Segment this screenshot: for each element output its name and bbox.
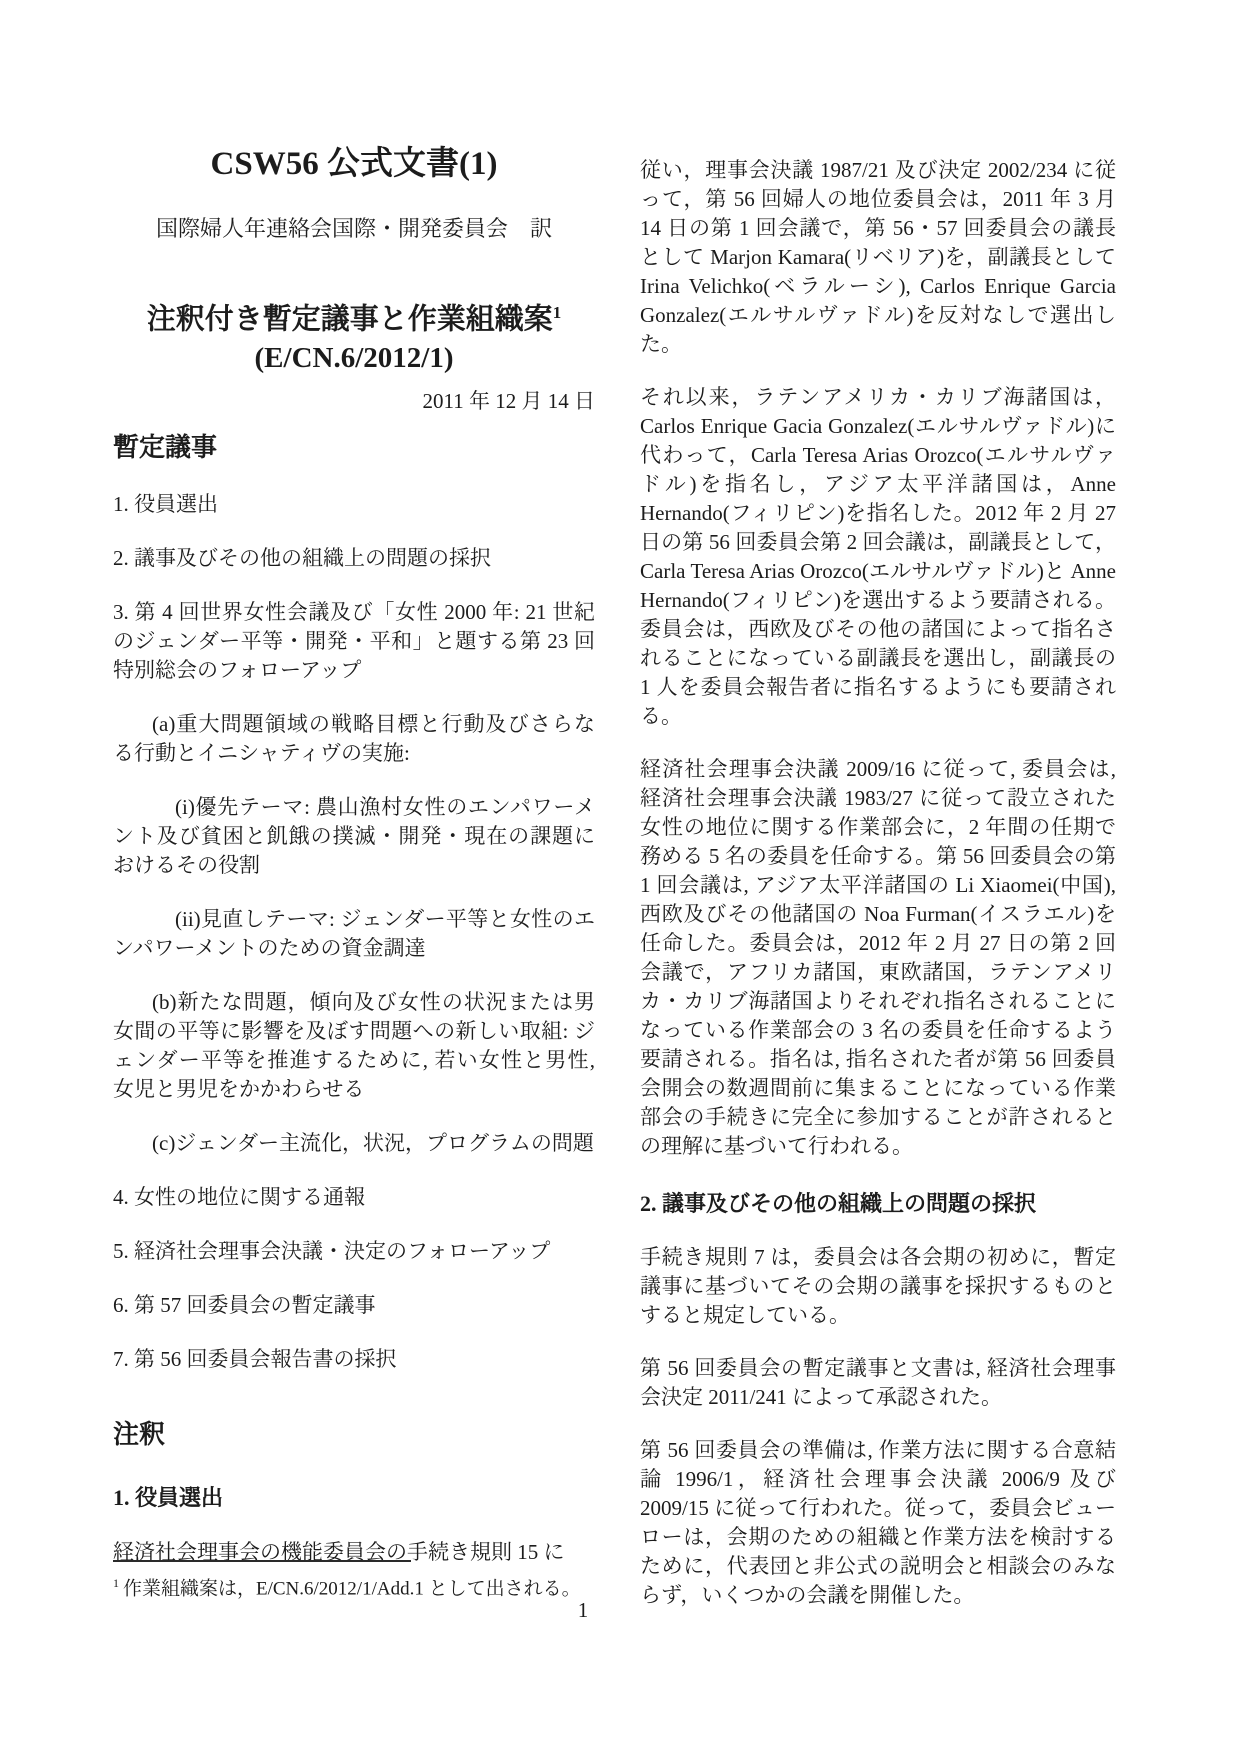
agenda-item-5: 5. 経済社会理事会決議・決定のフォローアップ <box>113 1238 551 1263</box>
footnote-reference: 1 <box>552 303 562 322</box>
document-number: (E/CN.6/2012/1) <box>254 341 454 374</box>
right-column <box>640 156 1116 1610</box>
note-paragraph-election-1: 従い，理事会決議 1987/21 及び決定 2002/234 に従って，第 56 回婦人の地位委員会は，2011 年 3 月 14 日の第 1 回会議で，第 56・57 回委員会の議長として Marjon Kamara(リベリア)を，副議長として Irina Velichko(ベラルーシ), Carlos Enrique Garcia Gonzalez(エルサルヴァドル)を反対なしで選出した。 <box>640 158 1116 356</box>
footnote-rule <box>113 1560 411 1562</box>
note-section-1-heading: 1. 役員選出 <box>113 1484 224 1510</box>
note-paragraph-approval: 第 56 回委員会の暫定議事と文書は, 経済社会理事会決定 2011/241 によって承認された。 <box>640 1356 1116 1409</box>
agenda-heading: 暫定議事 <box>113 432 218 462</box>
footnote-body: 作業組織案は，E/CN.6/2012/1/Add.1 として出される。 <box>123 1578 581 1600</box>
footnote-text <box>113 1570 613 1602</box>
note-section-1-text: 経済社会理事会の機能委員会の手続き規則 15 に <box>113 1539 565 1564</box>
note-paragraph-rule7: 手続き規則 7 は，委員会は各会期の初めに，暫定議事に基づいてその会期の議事を採択するものとすると規定している。 <box>640 1245 1116 1327</box>
footnote <box>113 1560 613 1602</box>
agenda-item-1: 1. 役員選出 <box>113 491 218 516</box>
note-paragraph-working-group: 経済社会理事会決議 2009/16 に従って, 委員会は, 経済社会理事会決議 1983/27 に従って設立された女性の地位に関する作業部会に，2 年間の任期で務める 5 名の委員を任命する。第 56 回委員会の第 1 回会議は, アジア太平洋諸国の Li Xiaomei(中国), 西欧及びその他諸国の Noa Furman(イスラエル)を任命した。委員会は，2012 年 2 月 27 日の第 2 回会議で，アフリカ諸国，東欧諸国，ラテンアメリカ・カリブ海諸国よりそれぞれ指名されることになっている作業部会の 3 名の委員を任命するよう要請される。指名は, 指名された者が第 56 回委員会開会の数週間前に集まることになっている作業部会の手続きに完全に参加することが許されるとの理解に基づいて行われる。 <box>640 757 1116 1158</box>
agenda-item-3a-ii: (ii)見直しテーマ: ジェンダー平等と女性のエンパワーメントのための資金調達 <box>113 906 595 960</box>
agenda-item-7: 7. 第 56 回委員会報告書の採択 <box>113 1346 397 1371</box>
document-subtitle <box>113 294 595 339</box>
note-section-2-heading: 2. 議事及びその他の組織上の問題の採択 <box>640 1191 1037 1216</box>
agenda-item-6: 6. 第 57 回委員会の暫定議事 <box>113 1292 376 1317</box>
note-paragraph-preparation: 第 56 回委員会の準備は, 作業方法に関する合意結論 1996/1，経済社会理事会決議 2006/9 及び 2009/15 に従って行われた。従って，委員会ビューローは，会期のための組織と作業方法を検討するために，代表団と非公式の説明会と相談会のみならず，いくつかの会議を開催した。 <box>640 1438 1116 1607</box>
agenda-item-3b: (b)新たな問題，傾向及び女性の状況または男女間の平等に影響を及ぼす問題への新しい取組: ジェンダー平等を推進するために, 若い女性と男性, 女児と男児をかかわらせる <box>113 989 595 1101</box>
document-title: CSW56 公式文書(1) <box>210 146 498 182</box>
agenda-item-4: 4. 女性の地位に関する通報 <box>113 1184 365 1209</box>
footnote-marker: 1 <box>113 1576 119 1590</box>
translator-line: 国際婦人年連絡会国際・開発委員会 訳 <box>155 216 552 241</box>
agenda-item-2: 2. 議事及びその他の組織上の問題の採択 <box>113 545 491 570</box>
subtitle-text: 注釈付き暫定議事と作業組織案 <box>146 303 553 336</box>
document-date: 2011 年 12 月 14 日 <box>422 388 595 413</box>
note-paragraph-election-2: それ以来，ラテンアメリカ・カリブ海諸国は，Carlos Enrique Gacia Gonzalez(エルサルヴァドル)に代わって，Carla Teresa Arias Orozco(エルサルヴァドル)を指名し，アジア太平洋諸国は，Anne Hernando(フィリピン)を指名した。2012 年 2 月 27 日の第 56 回委員会第 2 回会議は，副議長として，Carla Teresa Arias Orozco(エルサルヴァドル)と Anne Hernando(フィリピン)を選出するよう要請される。委員会は，西欧及びその他の諸国によって指名されることになっている副議長を選出し，副議長の 1 人を委員会報告者に指名するようにも要請される。 <box>640 385 1116 728</box>
notes-heading: 注釈 <box>113 1419 166 1449</box>
left-column <box>113 144 595 1567</box>
agenda-item-3c: (c)ジェンダー主流化，状況，プログラムの問題 <box>152 1130 594 1155</box>
agenda-item-3: 3. 第 4 回世界女性会議及び「女性 2000 年: 21 世紀のジェンダー平等・開発・平和」と題する第 23 回特別総会のフォローアップ <box>113 599 595 682</box>
page-number: 1 <box>577 1598 589 1622</box>
agenda-item-3a-i: (i)優先テーマ: 農山漁村女性のエンパワーメント及び貧困と飢餓の撲滅・開発・現在の課題におけるその役割 <box>113 794 595 877</box>
agenda-item-3a: (a)重大問題領域の戦略目標と行動及びさらなる行動とイニシャティヴの実施: <box>113 711 595 765</box>
